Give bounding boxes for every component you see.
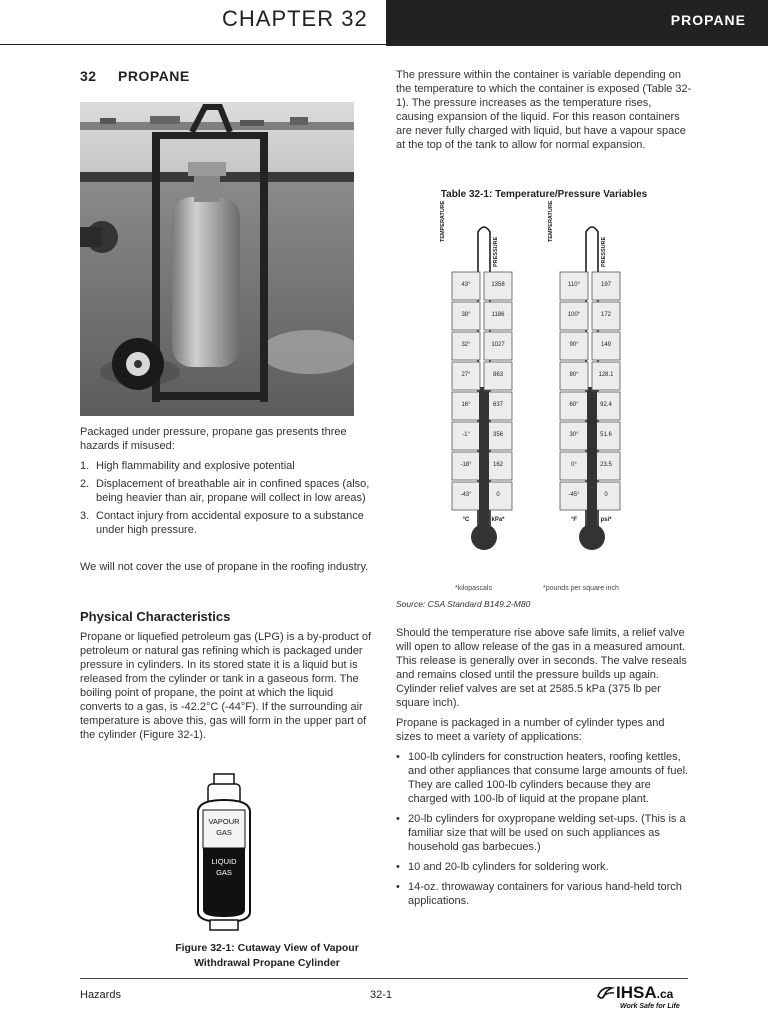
table-cell: -18° xyxy=(460,462,472,468)
table-cell: 80° xyxy=(569,372,579,378)
list-item: • 100-lb cylinders for construction heaters, roofing kettles, and other appliances that consume large amounts of fuel. They are called 100-lb cylinders because they are charged with 100-lb of liquid at the propane plant. xyxy=(396,750,692,806)
table-cell: 0 xyxy=(496,492,500,498)
section-heading xyxy=(80,68,190,84)
thermometer-celsius xyxy=(440,200,538,587)
table-cell: 637 xyxy=(492,402,503,408)
table-cell: 162 xyxy=(492,462,503,468)
table-cell: 32° xyxy=(461,342,471,348)
table-cell: 38° xyxy=(461,312,471,318)
list-item: 1. High flammability and explosive potential xyxy=(80,460,295,472)
header-tab xyxy=(386,0,768,46)
vapour-gas-label: VAPOUR GAS xyxy=(208,817,240,837)
temp-unit-label: °C xyxy=(462,517,470,523)
pressure-unit-label: kPa* xyxy=(491,517,505,523)
table-cell: 1186 xyxy=(491,312,505,318)
logo-suffix: .ca xyxy=(656,987,674,1001)
hazard-list xyxy=(80,459,375,541)
table-title: Table 32-1: Temperature/Pressure Variables xyxy=(440,189,648,200)
table-cell: 60° xyxy=(569,402,579,408)
table-cell: -1° xyxy=(462,432,470,438)
table-cell: -45° xyxy=(568,492,580,498)
page-number: 32-1 xyxy=(370,989,393,1001)
pressure-unit-label: psi* xyxy=(600,517,612,523)
table-cell: 0 xyxy=(604,492,608,498)
section-tab-label: PROPANE xyxy=(670,12,746,28)
packaged-intro-paragraph: Propane is packaged in a number of cylinder types and sizes to meet a variety of applications: xyxy=(396,717,665,743)
table-cell: 0° xyxy=(571,462,577,468)
intro-paragraph: Packaged under pressure, propane gas presents three hazards if misused: xyxy=(80,426,347,452)
temperature-header: TEMPERATURE xyxy=(548,200,554,242)
temp-unit-label: °F xyxy=(570,517,578,523)
not-covered-paragraph: We will not cover the use of propane in the roofing industry. xyxy=(80,561,369,573)
list-item: • 20-lb cylinders for oxypropane welding set-ups. (This is a familiar size that will be used on such appliances as household gas barbecues.) xyxy=(396,812,692,854)
ihsa-logo[interactable] xyxy=(596,982,692,1014)
propane-cylinder-photo xyxy=(80,102,354,416)
liquid-gas-label: LIQUID GAS xyxy=(211,857,237,877)
cylinder-types-list xyxy=(396,750,692,914)
list-item: 2. Displacement of breathable air in confined spaces (also, being heavier than air, propane will collect in low areas) xyxy=(80,478,370,504)
physical-characteristics-paragraph: Propane or liquefied petroleum gas (LPG) is a by-product of petroleum or natural gas refining which is packaged under pressure in cylinders. In its stored state it is a liquid but is released from the cylinder or tank in a gaseous form. The boiling point of propane, the point at which the liquid converts to a gas, is -42.2°C (-44°F). If the surrounding air temperature is above this, gas will form in the upper part of the cylinder (Figure 32-1). xyxy=(80,631,372,741)
footer-section: Hazards xyxy=(80,989,121,1001)
pressure-paragraph: The pressure within the container is variable depending on the temperature to which the container is exposed (Table 32-1). The pressure increases as the temperature rises, causing expansion of the liquid. For this reason containers are never fully charged with liquid, but have a vapour space at the top of the tank to allow for normal expansion. xyxy=(396,69,692,151)
logo-main: IHSA xyxy=(616,983,657,1002)
table-cell: 27° xyxy=(461,372,471,378)
table-cell: 1027 xyxy=(491,342,505,348)
table-cell: 90° xyxy=(569,342,579,348)
table-cell: 51.6 xyxy=(600,432,612,438)
figure-caption: Figure 32-1: Cutaway View of Vapour Withdrawal Propane Cylinder xyxy=(175,942,359,969)
footer-rule xyxy=(80,978,688,979)
table-cell: 43° xyxy=(461,282,471,288)
list-item: • 10 and 20-lb cylinders for soldering work. xyxy=(396,860,692,874)
cylinder-cutaway-figure xyxy=(192,772,256,932)
header-rule xyxy=(0,44,386,45)
imperial-footnote: *pounds per square inch xyxy=(543,585,619,592)
section-title: PROPANE xyxy=(118,68,190,84)
ihsa-swoosh-icon xyxy=(596,984,616,1004)
table-cell: 863 xyxy=(492,372,503,378)
table-cell: 128.1 xyxy=(598,372,614,378)
table-cell: 92.4 xyxy=(600,402,612,408)
table-source: Source: CSA Standard B149.2-M80 xyxy=(396,599,531,609)
table-cell: 149 xyxy=(600,342,611,348)
table-cell: 1358 xyxy=(491,282,505,288)
section-number: 32 xyxy=(80,68,97,84)
table-cell: 172 xyxy=(600,312,611,318)
table-cell: -43° xyxy=(460,492,472,498)
temperature-header: TEMPERATURE xyxy=(440,200,446,242)
table-cell: 16° xyxy=(461,402,471,408)
table-cell: 356 xyxy=(492,432,503,438)
pressure-header: PRESSURE xyxy=(601,236,607,267)
logo-tagline: Work Safe for Life xyxy=(620,1003,680,1010)
chapter-title: CHAPTER 32 xyxy=(222,6,368,31)
relief-valve-paragraph: Should the temperature rise above safe limits, a relief valve will open to allow release of the gas in a measured amount. This release is generally over in seconds. The valve reseals and remains closed until the pressure builds up again. Cylinder relief valves are set at 2585.5 kPa (375 lb per square inch). xyxy=(396,627,687,709)
thermometer-fahrenheit xyxy=(548,200,646,587)
pressure-header: PRESSURE xyxy=(493,236,499,267)
table-cell: 23.5 xyxy=(600,462,612,468)
table-cell: 100° xyxy=(567,312,581,318)
table-cell: 197 xyxy=(600,282,611,288)
table-cell: 110° xyxy=(568,282,580,288)
list-item: • 14-oz. throwaway containers for various hand-held torch applications. xyxy=(396,880,692,908)
physical-characteristics-heading: Physical Characteristics xyxy=(80,609,231,624)
list-item: 3. Contact injury from accidental exposure to a substance under high pressure. xyxy=(80,510,364,536)
metric-footnote: *kilopascals xyxy=(455,585,492,592)
table-cell: 30° xyxy=(569,432,579,438)
